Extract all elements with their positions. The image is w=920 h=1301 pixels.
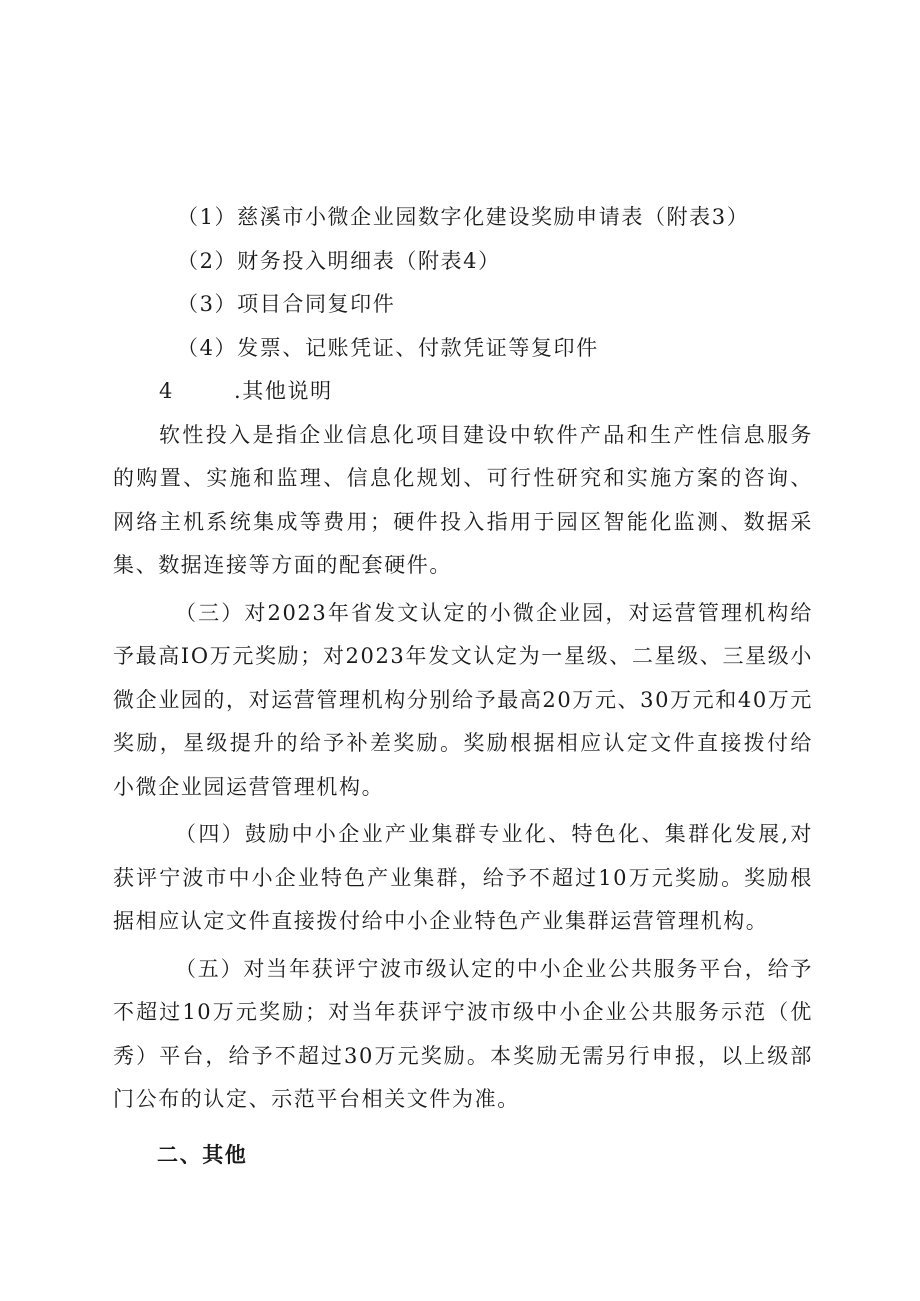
section-heading-other: 二、其他 bbox=[157, 1142, 248, 1167]
paragraph-section-3: （三）对2023年省发文认定的小微企业园，对运营管理机构给予最高IO万元奖励；对2023年发文认定为一星级、二星级、三星级小微企业园的，对运营管理机构分别给予最高20万元、30万元和40万元奖励，星级提升的给予补差奖励。奖励根据相应认定文件直接拨付给小微企业园运营管理机构。 bbox=[113, 600, 813, 799]
paragraph-section-5: （五）对当年获评宁波市级认定的中小企业公共服务平台，给予不超过10万元奖励；对当年获评宁波市级中小企业公共服务示范（优秀）平台，给予不超过30万元奖励。本奖励无需另行申报，以上级部门公布的认定、示范平台相关文件为准。 bbox=[113, 956, 813, 1111]
paragraph-section-4: （四）鼓励中小企业产业集群专业化、特色化、集群化发展,对获评宁波市中小企业特色产业集群，给予不超过10万元奖励。奖励根据相应认定文件直接拨付给中小企业特色产业集群运营管理机构。 bbox=[113, 822, 813, 933]
item4-heading bbox=[113, 370, 813, 414]
item4-number: 4 bbox=[159, 379, 174, 403]
attachment-item-4: （4）发票、记账凭证、付款凭证等复印件 bbox=[177, 335, 599, 360]
document-body bbox=[113, 196, 813, 1177]
attachment-item-1: （1）慈溪市小微企业园数字化建设奖励申请表（附表3） bbox=[177, 205, 750, 229]
paragraph-definition: 软性投入是指企业信息化项目建设中软件产品和生产性信息服务的购置、实施和监理、信息化规划、可行性研究和实施方案的咨询、网络主机系统集成等费用；硬件投入指用于园区智能化监测、数据采集、数据连接等方面的配套硬件。 bbox=[113, 422, 813, 577]
attachment-item-2: （2）财务投入明细表（附表4） bbox=[177, 248, 501, 273]
item4-title: .其他说明 bbox=[234, 379, 333, 403]
attachment-item-3: （3）项目合同复印件 bbox=[177, 292, 396, 316]
